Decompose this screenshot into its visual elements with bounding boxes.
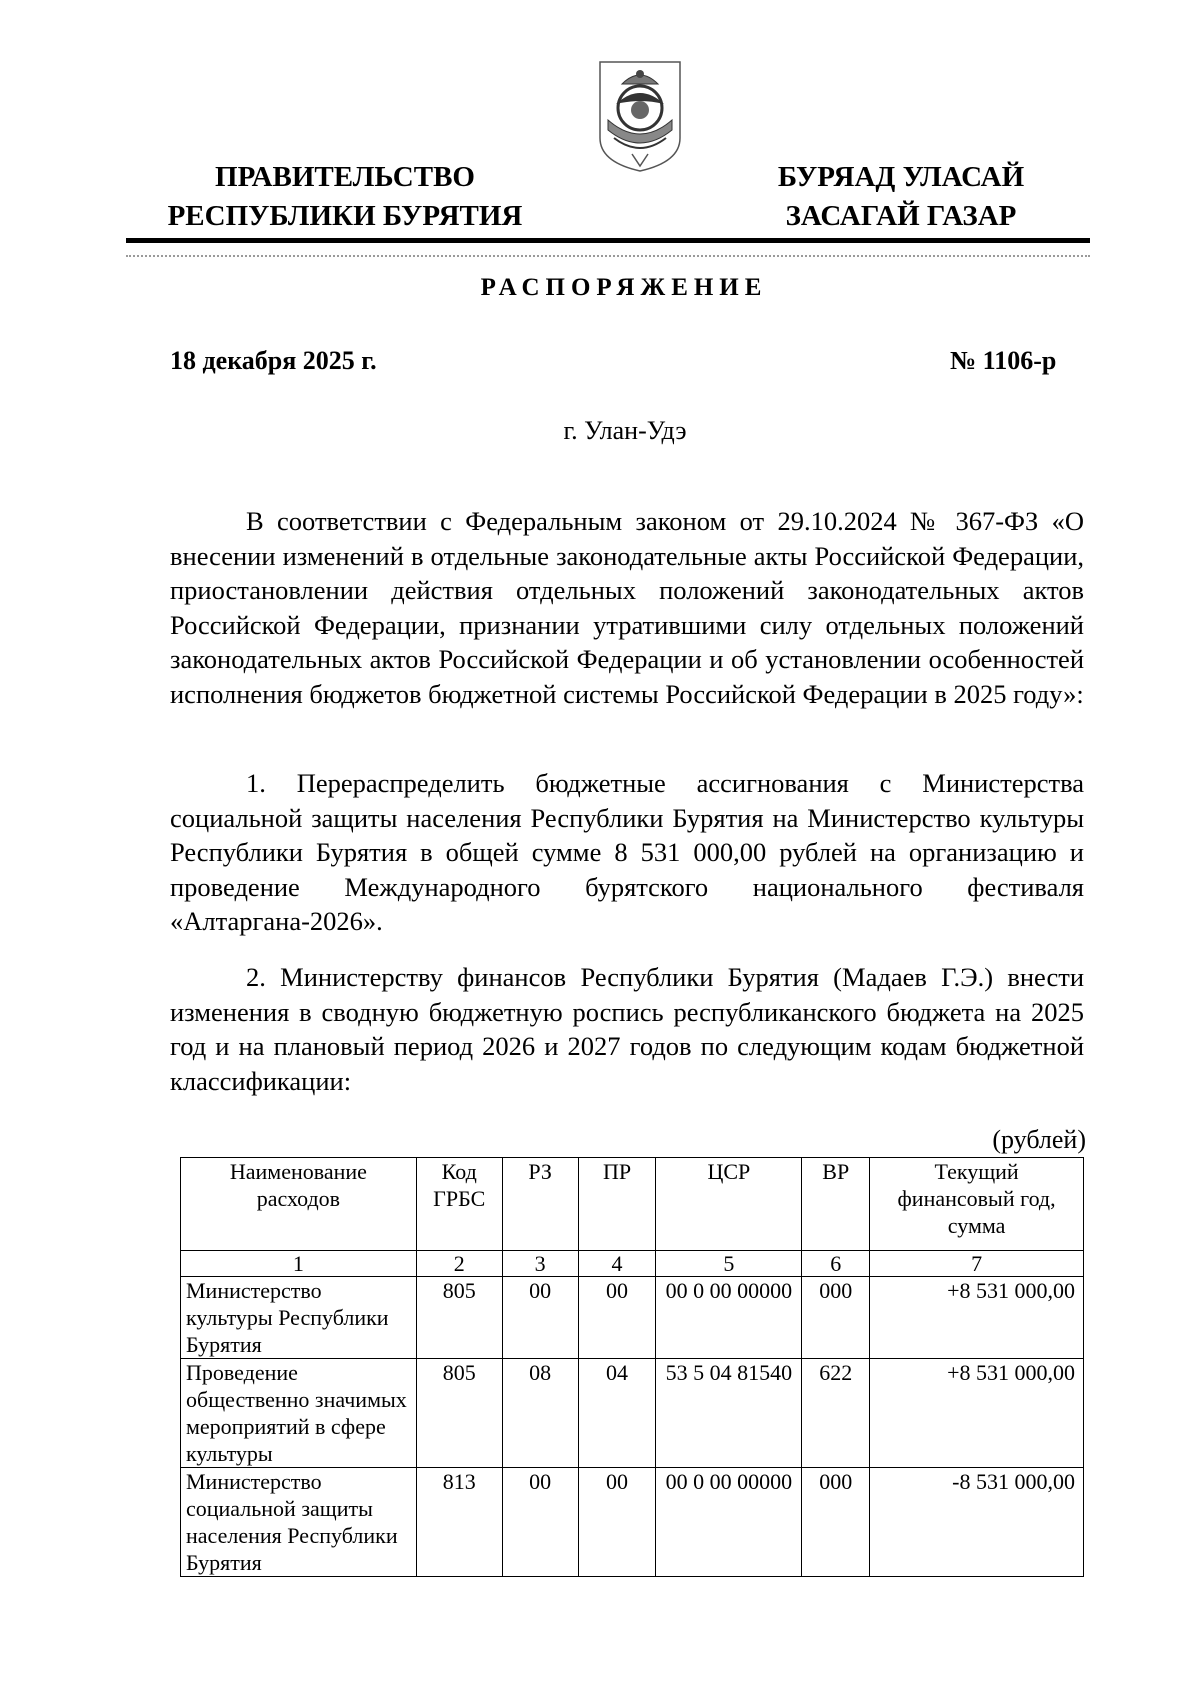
table-cell-pr: 04: [578, 1359, 656, 1468]
table-cell-name: Проведение общественно значимых мероприятий в сфере культуры: [181, 1359, 417, 1468]
table-cell-grbs: 805: [416, 1359, 502, 1468]
table-cell-csr: 00 0 00 00000: [656, 1277, 802, 1359]
org-name-buryat: [752, 158, 1050, 236]
table-cell-rz: 00: [502, 1468, 578, 1577]
table-row: [181, 1359, 1084, 1468]
column-number-cell: 2: [416, 1251, 502, 1277]
table-cell-pr: 00: [578, 1468, 656, 1577]
clause-1-paragraph: 1. Перераспределить бюджетные ассигнования с Министерства социальной защиты населения Республики Бурятия на Министерство культуры Республики Бурятия в общей сумме 8 531 000,00 рублей на организацию и проведение Международного бурятского национального фестиваля «Алтаргана-2026».: [170, 768, 1084, 937]
coat-of-arms-icon: [596, 58, 684, 174]
table-cell-csr: 00 0 00 00000: [656, 1468, 802, 1577]
table-header-cell: ПР: [578, 1158, 656, 1251]
table-header-cell: ЦСР: [656, 1158, 802, 1251]
column-number-cell: 5: [656, 1251, 802, 1277]
table-cell-vr: 000: [802, 1468, 870, 1577]
column-number-cell: 4: [578, 1251, 656, 1277]
table-cell-name: Министерство социальной защиты населения Республики Бурятия: [181, 1468, 417, 1577]
document-number: № 1106-р: [950, 346, 1057, 375]
table-header-cell: ВР: [802, 1158, 870, 1251]
table-cell-vr: 000: [802, 1277, 870, 1359]
org-name-russian-line2: РЕСПУБЛИКИ БУРЯТИЯ: [167, 200, 523, 232]
clause-2-paragraph: 2. Министерству финансов Республики Бурятия (Мадаев Г.Э.) внести изменения в сводную бюджетную роспись республиканского бюджета на 2025 год и на плановый период 2026 и 2027 годов по следующим кодам бюджетной классификации:: [170, 962, 1084, 1096]
table-cell-amount: +8 531 000,00: [870, 1277, 1084, 1359]
table-cell-rz: 08: [502, 1359, 578, 1468]
table-cell-rz: 00: [502, 1277, 578, 1359]
table-cell-pr: 00: [578, 1277, 656, 1359]
org-name-russian-line1: ПРАВИТЕЛЬСТВО: [215, 161, 475, 193]
column-number-cell: 3: [502, 1251, 578, 1277]
org-name-buryat-line1: БУРЯАД УЛАСАЙ: [777, 161, 1025, 193]
table-cell-amount: -8 531 000,00: [870, 1468, 1084, 1577]
table-header-cell: Наименование расходов: [181, 1158, 417, 1251]
table-header-cell: РЗ: [502, 1158, 578, 1251]
table-header-row: [181, 1158, 1084, 1251]
table-cell-amount: +8 531 000,00: [870, 1359, 1084, 1468]
column-number-cell: 7: [870, 1251, 1084, 1277]
table-cell-csr: 53 5 04 81540: [656, 1359, 802, 1468]
table-units-label: (рублей): [992, 1125, 1086, 1154]
header-divider-thin: [126, 255, 1090, 257]
table-cell-grbs: 813: [416, 1468, 502, 1577]
table-cell-name: Министерство культуры Республики Бурятия: [181, 1277, 417, 1359]
preamble-paragraph: В соответствии с Федеральным законом от 29.10.2024 № 367-ФЗ «О внесении изменений в отдельные законодательные акты Российской Федерации, приостановлении действия отдельных положений законодательных актов Российской Федерации, признании утратившими силу отдельных положений законодательных актов Российской Федерации и об установлении особенностей исполнения бюджетов бюджетной системы Российской Федерации в 2025 году»:: [170, 506, 1084, 709]
table-header-cell: Код ГРБС: [416, 1158, 502, 1251]
budget-classification-table: [180, 1157, 1084, 1577]
org-name-buryat-line2: ЗАСАГАЙ ГАЗАР: [785, 200, 1017, 232]
document-date: 18 декабря 2025 г.: [170, 346, 377, 375]
table-row: [181, 1277, 1084, 1359]
column-number-cell: 6: [802, 1251, 870, 1277]
table-cell-grbs: 805: [416, 1277, 502, 1359]
table-column-number-row: [181, 1251, 1084, 1277]
column-number-cell: 1: [181, 1251, 417, 1277]
table-row: [181, 1468, 1084, 1577]
table-header-cell: Текущий финансовый год, сумма: [870, 1158, 1084, 1251]
header-divider-thick: [126, 238, 1090, 243]
org-name-russian: [158, 158, 532, 236]
table-cell-vr: 622: [802, 1359, 870, 1468]
document-city: г. Улан-Удэ: [563, 416, 687, 445]
document-type-title: РАСПОРЯЖЕНИЕ: [480, 274, 768, 301]
